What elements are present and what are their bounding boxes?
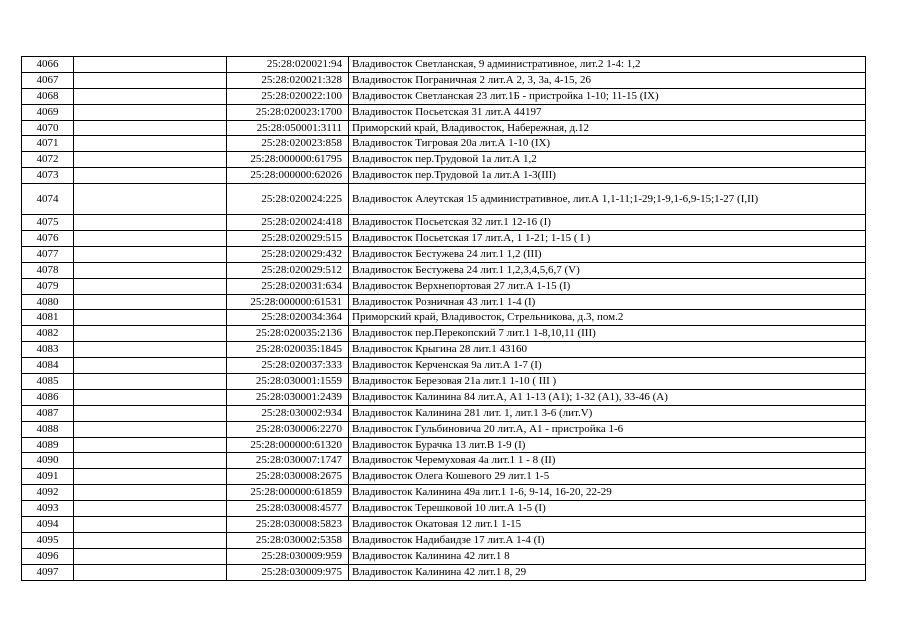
table-row [22,104,866,120]
table-row [22,453,866,469]
empty-cell [74,104,227,120]
row-number-cell: 4071 [22,136,74,152]
row-number-cell: 4093 [22,501,74,517]
row-number-cell: 4090 [22,453,74,469]
address-cell: Владивосток Окатовая 12 лит.1 1-15 [349,517,866,533]
table-row [22,326,866,342]
cadastral-number-cell: 25:28:000000:61320 [227,437,349,453]
row-number-cell: 4068 [22,88,74,104]
row-number-cell: 4089 [22,437,74,453]
table-row [22,215,866,231]
row-number-cell: 4072 [22,152,74,168]
row-number-cell: 4069 [22,104,74,120]
empty-cell [74,374,227,390]
cadastral-number-cell: 25:28:020031:634 [227,278,349,294]
cadastral-number-cell: 25:28:020029:512 [227,262,349,278]
table-row [22,152,866,168]
empty-cell [74,517,227,533]
cadastral-number-cell: 25:28:030009:959 [227,548,349,564]
address-cell: Владивосток Керченская 9а лит.А 1-7 (I) [349,358,866,374]
table-row [22,262,866,278]
table-row [22,278,866,294]
row-number-cell: 4088 [22,421,74,437]
row-number-cell: 4078 [22,262,74,278]
table-row [22,136,866,152]
empty-cell [74,342,227,358]
table-row [22,548,866,564]
address-cell: Владивосток Калинина 49а лит.1 1-6, 9-14, 16-20, 22-29 [349,485,866,501]
cadastral-number-cell: 25:28:030001:2439 [227,389,349,405]
cadastral-number-cell: 25:28:030009:975 [227,564,349,580]
table-row [22,310,866,326]
row-number-cell: 4073 [22,168,74,184]
row-number-cell: 4076 [22,231,74,247]
row-number-cell: 4084 [22,358,74,374]
address-cell: Владивосток Розничная 43 лит.1 1-4 (I) [349,294,866,310]
cadastral-number-cell: 25:28:000000:62026 [227,168,349,184]
empty-cell [74,215,227,231]
empty-cell [74,278,227,294]
table-row [22,246,866,262]
cadastral-number-cell: 25:28:000000:61795 [227,152,349,168]
empty-cell [74,389,227,405]
empty-cell [74,358,227,374]
row-number-cell: 4094 [22,517,74,533]
table-row [22,517,866,533]
row-number-cell: 4066 [22,57,74,73]
address-cell: Владивосток Калинина 84 лит.А, А1 1-13 (А1); 1-32 (А1), 33-46 (А) [349,389,866,405]
empty-cell [74,564,227,580]
table-row [22,184,866,215]
table-row [22,88,866,104]
row-number-cell: 4096 [22,548,74,564]
empty-cell [74,501,227,517]
table-row [22,469,866,485]
row-number-cell: 4077 [22,246,74,262]
table-row [22,231,866,247]
address-cell: Владивосток Березовая 21а лит.1 1-10 ( III ) [349,374,866,390]
table-row [22,57,866,73]
address-cell: Владивосток Гульбиновича 20 лит.А, А1 - пристройка 1-6 [349,421,866,437]
cadastral-number-cell: 25:28:050001:3111 [227,120,349,136]
address-cell: Приморский край, Владивосток, Набережная, д.12 [349,120,866,136]
cadastral-number-cell: 25:28:030007:1747 [227,453,349,469]
address-cell: Владивосток Светланская, 9 административное, лит.2 1-4: 1,2 [349,57,866,73]
table-row [22,358,866,374]
table-row [22,485,866,501]
address-cell: Владивосток Светланская 23 лит.1Б - пристройка 1-10; 11-15 (IX) [349,88,866,104]
table-row [22,532,866,548]
row-number-cell: 4091 [22,469,74,485]
cadastral-number-cell: 25:28:000000:61859 [227,485,349,501]
address-cell: Владивосток Калинина 42 лит.1 8 [349,548,866,564]
document-page [21,56,866,581]
address-cell: Владивосток Бестужева 24 лит.1 1,2,3,4,5,6,7 (V) [349,262,866,278]
cadastral-number-cell: 25:28:020021:94 [227,57,349,73]
empty-cell [74,246,227,262]
row-number-cell: 4086 [22,389,74,405]
empty-cell [74,453,227,469]
address-cell: Владивосток Пограничная 2 лит.А 2, 3, 3а, 4-15, 26 [349,72,866,88]
empty-cell [74,168,227,184]
address-cell: Владивосток Крыгина 28 лит.1 43160 [349,342,866,358]
empty-cell [74,184,227,215]
cadastral-number-cell: 25:28:020029:515 [227,231,349,247]
cadastral-number-cell: 25:28:030008:5823 [227,517,349,533]
row-number-cell: 4083 [22,342,74,358]
empty-cell [74,120,227,136]
cadastral-number-cell: 25:28:020029:432 [227,246,349,262]
address-cell: Владивосток Терешковой 10 лит.А 1-5 (I) [349,501,866,517]
address-cell: Владивосток Надибаидзе 17 лит.А 1-4 (I) [349,532,866,548]
cadastral-number-cell: 25:28:030002:5358 [227,532,349,548]
empty-cell [74,231,227,247]
cadastral-number-cell: 25:28:020021:328 [227,72,349,88]
row-number-cell: 4075 [22,215,74,231]
cadastral-number-cell: 25:28:030002:934 [227,405,349,421]
cadastral-number-cell: 25:28:020022:100 [227,88,349,104]
table-row [22,342,866,358]
table-row [22,405,866,421]
cadastral-number-cell: 25:28:020024:225 [227,184,349,215]
empty-cell [74,532,227,548]
address-cell: Владивосток Посьетская 31 лит.А 44197 [349,104,866,120]
address-cell: Владивосток пер.Трудовой 1а лит.А 1,2 [349,152,866,168]
row-number-cell: 4070 [22,120,74,136]
address-cell: Владивосток Бестужева 24 лит.1 1,2 (III) [349,246,866,262]
row-number-cell: 4097 [22,564,74,580]
empty-cell [74,310,227,326]
address-cell: Владивосток Верхнепортовая 27 лит.А 1-15 (I) [349,278,866,294]
address-cell: Приморский край, Владивосток, Стрельникова, д.3, пом.2 [349,310,866,326]
cadastral-number-cell: 25:28:020035:2136 [227,326,349,342]
row-number-cell: 4081 [22,310,74,326]
cadastral-number-cell: 25:28:030008:4577 [227,501,349,517]
cadastral-number-cell: 25:28:030006:2270 [227,421,349,437]
cadastral-number-cell: 25:28:020035:1845 [227,342,349,358]
table-row [22,168,866,184]
property-table [21,56,866,581]
empty-cell [74,405,227,421]
empty-cell [74,57,227,73]
table-row [22,564,866,580]
cadastral-number-cell: 25:28:020037:333 [227,358,349,374]
address-cell: Владивосток пер.Трудовой 1а лит.А 1-3(III) [349,168,866,184]
row-number-cell: 4085 [22,374,74,390]
table-row [22,294,866,310]
cadastral-number-cell: 25:28:000000:61531 [227,294,349,310]
row-number-cell: 4079 [22,278,74,294]
table-row [22,120,866,136]
cadastral-number-cell: 25:28:030001:1559 [227,374,349,390]
address-cell: Владивосток Калинина 281 лит. 1, лит.1 3-6 (лит.V) [349,405,866,421]
table-row [22,389,866,405]
empty-cell [74,421,227,437]
address-cell: Владивосток пер.Перекопский 7 лит.1 1-8,10,11 (III) [349,326,866,342]
empty-cell [74,485,227,501]
table-row [22,374,866,390]
empty-cell [74,294,227,310]
row-number-cell: 4095 [22,532,74,548]
empty-cell [74,437,227,453]
cadastral-number-cell: 25:28:030008:2675 [227,469,349,485]
address-cell: Владивосток Посьетская 17 лит.А, 1 1-21; 1-15 ( I ) [349,231,866,247]
empty-cell [74,262,227,278]
table-row [22,421,866,437]
address-cell: Владивосток Тигровая 20а лит.А 1-10 (IX) [349,136,866,152]
address-cell: Владивосток Посьетская 32 лит.1 12-16 (I) [349,215,866,231]
row-number-cell: 4080 [22,294,74,310]
address-cell: Владивосток Черемуховая 4а лит.1 1 - 8 (II) [349,453,866,469]
address-cell: Владивосток Алеутская 15 административное, лит.А 1,1-11;1-29;1-9,1-6,9-15;1-27 (I,II) [349,184,866,215]
empty-cell [74,152,227,168]
row-number-cell: 4067 [22,72,74,88]
cadastral-number-cell: 25:28:020034:364 [227,310,349,326]
row-number-cell: 4074 [22,184,74,215]
row-number-cell: 4087 [22,405,74,421]
empty-cell [74,88,227,104]
empty-cell [74,469,227,485]
row-number-cell: 4092 [22,485,74,501]
cadastral-number-cell: 25:28:020024:418 [227,215,349,231]
row-number-cell: 4082 [22,326,74,342]
empty-cell [74,136,227,152]
table-row [22,72,866,88]
cadastral-number-cell: 25:28:020023:1700 [227,104,349,120]
empty-cell [74,326,227,342]
address-cell: Владивосток Олега Кошевого 29 лит.1 1-5 [349,469,866,485]
empty-cell [74,548,227,564]
table-body [22,57,866,581]
empty-cell [74,72,227,88]
table-row [22,437,866,453]
address-cell: Владивосток Бурачка 13 лит.В 1-9 (I) [349,437,866,453]
address-cell: Владивосток Калинина 42 лит.1 8, 29 [349,564,866,580]
cadastral-number-cell: 25:28:020023:858 [227,136,349,152]
table-row [22,501,866,517]
